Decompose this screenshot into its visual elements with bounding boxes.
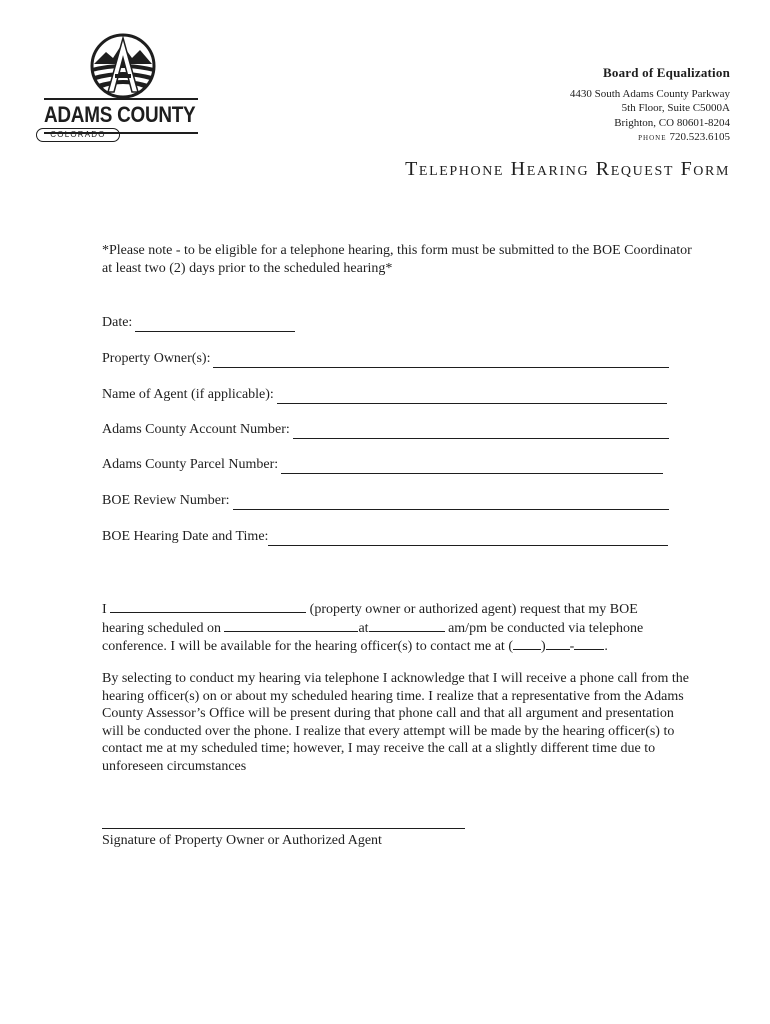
date-label: Date: [102,315,133,330]
parcel-number-blank[interactable] [281,460,663,474]
request-at: at [358,620,369,636]
request-dash: - [569,639,575,654]
signature-line[interactable] [102,828,465,829]
state-badge: COLORADO [36,128,120,142]
account-number-field [102,421,669,439]
office-address-block [570,66,730,146]
agent-name-field [102,386,667,404]
address-line-1: 4430 South Adams County Parkway [569,87,730,100]
hearing-datetime-blank[interactable] [268,532,668,546]
date-blank[interactable] [135,318,295,332]
hearing-datetime-label: BOE Hearing Date and Time: [102,529,269,544]
acknowledgement-paragraph: By selecting to conduct my hearing via telephone I acknowledge that I will receive a phone call from the hearing officer(s) on or about my scheduled hearing time. I realize that a representative from the Adams County Assessor’s Office will be present during that phone call and that all argument and presentation will be conducted over the phone. I realize that every attempt will be made by the hearing officer(s) to contact me at my scheduled time; however, I may receive the call at a slightly different time due to unforeseen circumstances [102,671,690,774]
review-number-field [102,492,669,510]
account-number-label: Adams County Account Number: [102,422,290,437]
eligibility-note: *Please note - to be eligible for a telephone hearing, this form must be submitted to the BOE Coordinator at least two (2) days prior to the scheduled hearing* [102,243,692,276]
address-line-2: 5th Floor, Suite C5000A [621,102,730,114]
phone-label: PHONE [638,134,667,142]
account-number-blank[interactable] [293,425,669,439]
property-owner-label: Property Owner(s): [102,351,211,366]
request-i: I [102,602,107,617]
phone-prefix-blank[interactable] [546,637,570,650]
form-title: Telephone Hearing Request Form [405,158,730,180]
review-number-label: BOE Review Number: [102,493,230,508]
property-owner-field [102,350,669,368]
requester-name-blank[interactable] [110,600,306,613]
office-name: Board of Equalization [603,65,730,80]
county-name: ADAMS COUNTY [44,102,196,127]
county-seal-icon [80,30,166,98]
parcel-number-field [102,456,663,474]
request-period: . [604,639,608,654]
phone-line [570,130,730,146]
request-ampm-text: am/pm be conducted via telephone conference. I will be available for the hearing officer(s) to contact me at ( [102,620,644,654]
agent-name-blank[interactable] [277,390,667,404]
signature-label: Signature of Property Owner or Authorized Agent [102,833,382,848]
parcel-number-label: Adams County Parcel Number: [102,457,279,472]
telephone-request-paragraph [102,600,682,656]
logo-top-rule [44,98,198,100]
review-number-blank[interactable] [233,496,669,510]
scheduled-date-blank[interactable] [224,619,358,632]
phone-number: 720.523.6105 [669,131,730,143]
request-paren-close: ) [540,639,546,654]
address-line-3: Brighton, CO 80601-8204 [614,116,730,129]
hearing-datetime-field [102,528,668,546]
area-code-blank[interactable] [513,637,541,650]
phone-line-blank[interactable] [574,637,604,650]
property-owner-blank[interactable] [213,354,669,368]
date-field [102,314,295,332]
scheduled-time-blank[interactable] [369,619,445,632]
agent-name-label: Name of Agent (if applicable): [102,387,274,402]
request-role-text: (property owner or authorized agent) request that my BOE hearing scheduled on [102,602,638,636]
